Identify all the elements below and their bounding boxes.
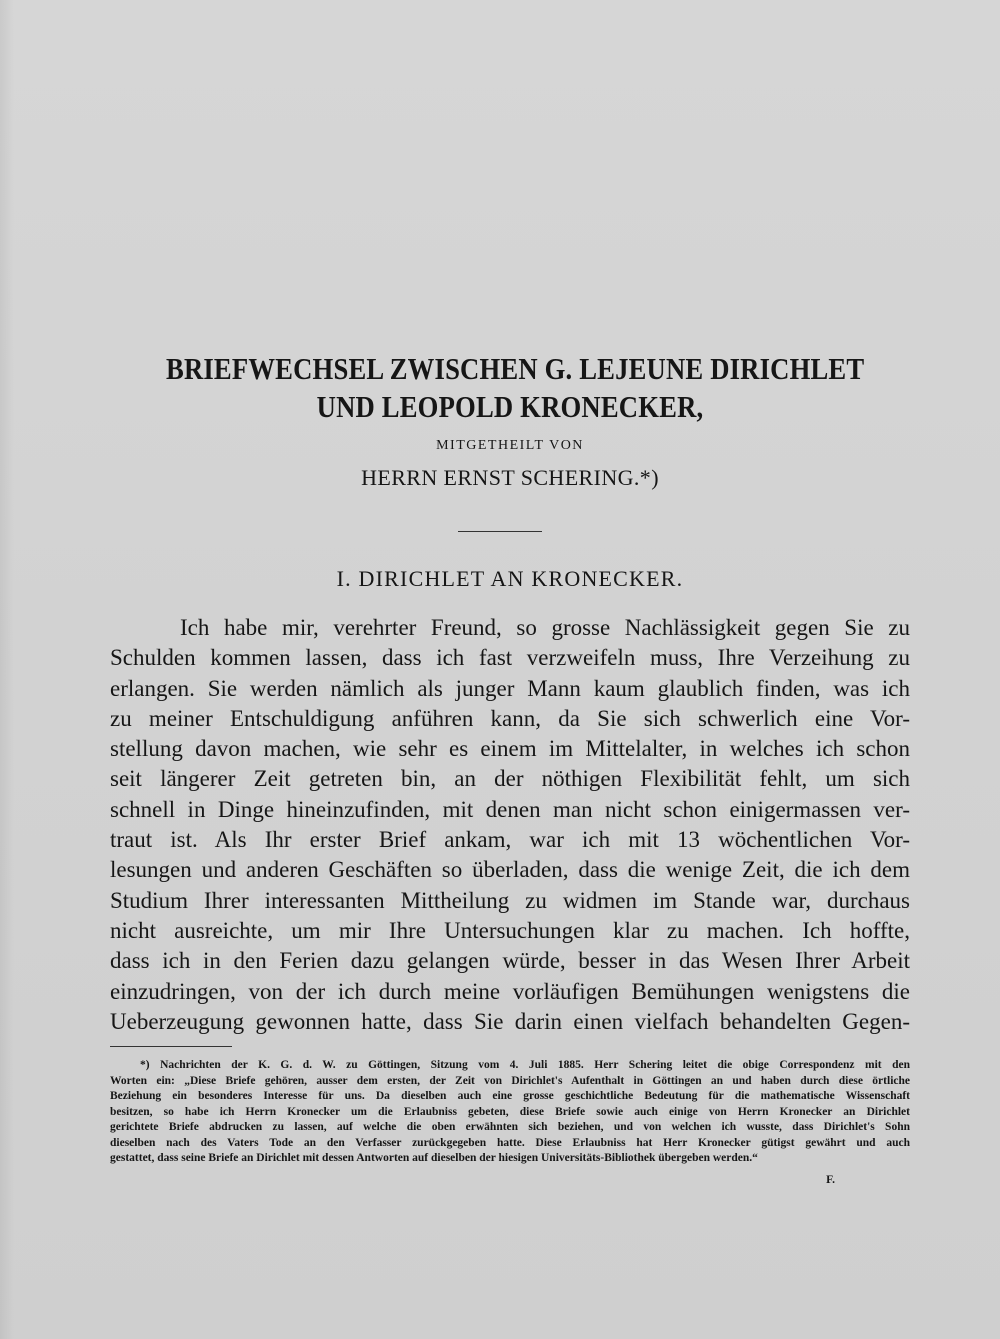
footnote-divider <box>110 1046 232 1047</box>
body-line: einzudringen, von der ich durch meine vorläufigen Bemühungen wenigstens die <box>110 978 910 1004</box>
editor-name: HERRN ERNST SCHERING.*) <box>361 465 659 490</box>
body-line: seit längerer Zeit getreten bin, an der nöthigen Flexibilität fehlt, um sich <box>110 766 910 792</box>
footnote-line: Beziehung ein besonderes Interesse für uns. Da dieselben auch eine grosse geschichtliche Bedeutung für die mathematische Wissenschaft <box>110 1090 910 1102</box>
section-heading: I. DIRICHLET AN KRONECKER. <box>336 566 684 591</box>
body-line: Studium Ihrer interessanten Mittheilung zu widmen im Stande war, durchaus <box>110 887 910 913</box>
body-line: Ich habe mir, verehrter Freund, so grosse Nachlässigkeit gegen Sie zu <box>180 615 910 640</box>
body-text <box>110 613 910 1037</box>
footnote-signature: F. <box>826 1174 835 1186</box>
body-line: Schulden kommen lassen, dass ich fast verzweifeln muss, Ihre Verzeihung zu <box>110 645 910 671</box>
title-divider <box>458 531 542 532</box>
title-line-2: UND LEOPOLD KRONECKER, <box>316 389 704 424</box>
footnote-line: dieselben nach des Vaters Tode an den Verfasser zurückgegeben hatte. Diese Erlaubniss hat Herr Kronecker gütigst gewährt und auch <box>110 1136 910 1149</box>
footnote-line: *) Nachrichten der K. G. d. W. zu Göttingen, Sitzung vom 4. Juli 1885. Herr Schering leitet die obige Correspondenz mit den <box>140 1059 910 1071</box>
body-line: erlangen. Sie werden nämlich als junger Mann kaum glaublich finden, was ich <box>110 675 910 701</box>
footnote-line: besitzen, so habe ich Herrn Kronecker um die Erlaubniss gebeten, diese Briefe sowie auch einige von Herrn Kronecker an Dirichlet <box>110 1105 910 1118</box>
communicated-by: MITGETHEILT VON <box>436 438 584 453</box>
body-line: schnell in Dinge hineinzufinden, mit denen man nicht schon einigermassen ver- <box>110 796 910 822</box>
body-line: stellung davon machen, wie sehr es einem im Mittelalter, in welches ich schon <box>110 736 910 762</box>
title-block <box>110 350 910 492</box>
footnote-line: gerichtete Briefe abdrucken zu lassen, auf welche die oben erwähnten sich beziehen, und von welchen ich wusste, dass Dirichlet's Sohn <box>110 1121 910 1133</box>
footnote <box>110 1058 910 1167</box>
body-line: Ueberzeugung gewonnen hatte, dass Sie darin einen vielfach behandelten Gegen- <box>110 1008 910 1034</box>
body-line: nicht ausreichte, um mir Ihre Untersuchungen klar zu machen. Ich hoffte, <box>110 917 910 943</box>
title-line-1: BRIEFWECHSEL ZWISCHEN G. LEJEUNE DIRICHLET <box>166 351 865 386</box>
footnote-line: gestattet, dass seine Briefe an Dirichlet mit dessen Antworten auf dieselben der hiesigen Universitäts-Bibliothek übergeben werden.“ <box>110 1152 758 1164</box>
body-line: traut ist. Als Ihr erster Brief ankam, war ich mit 13 wöchentlichen Vor- <box>110 827 910 853</box>
body-line: lesungen und anderen Geschäften so überladen, dass die wenige Zeit, die ich dem <box>110 857 910 883</box>
footnote-line: Worten ein: „Diese Briefe gehören, ausser dem ersten, der Zeit von Dirichlet's Aufenthalt in Göttingen an und haben durch diese örtliche <box>110 1074 910 1087</box>
body-line: dass ich in den Ferien dazu gelangen würde, besser in das Wesen Ihrer Arbeit <box>110 948 910 974</box>
body-line: zu meiner Entschuldigung anführen kann, da Sie sich schwerlich eine Vor- <box>110 705 910 731</box>
page-edge-shadow <box>0 0 14 1339</box>
